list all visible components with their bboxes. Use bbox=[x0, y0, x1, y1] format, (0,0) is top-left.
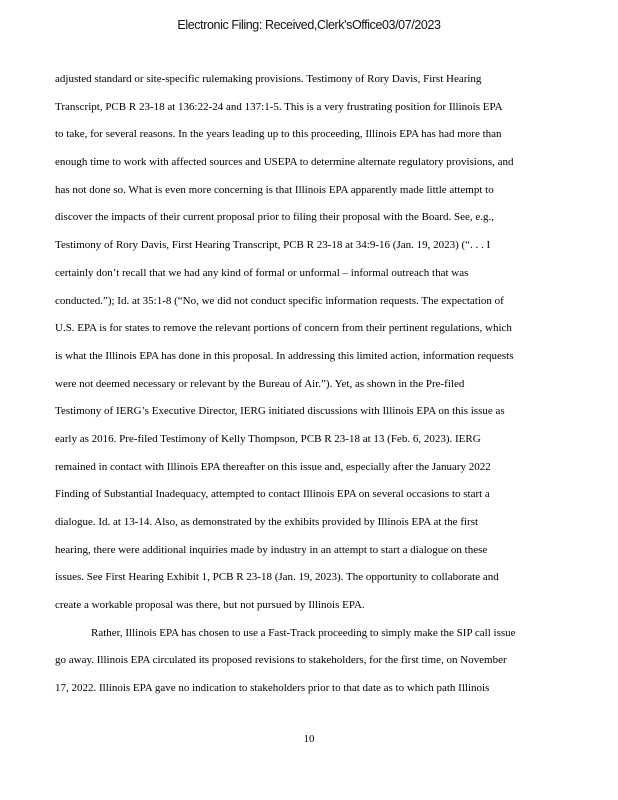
text-line: Transcript, PCB R 23-18 at 136:22-24 and 137:1-5. This is a very frustrating position for Illinois EPA bbox=[55, 100, 503, 113]
text-line: remained in contact with Illinois EPA thereafter on this issue and, especially after the January 2022 bbox=[55, 460, 491, 473]
text-line: to take, for several reasons. In the years leading up to this proceeding, Illinois EPA has had more than bbox=[55, 128, 502, 141]
text-line: early as 2016. Pre-filed Testimony of Kelly Thompson, PCB R 23-18 at 13 (Feb. 6, 2023). IERG bbox=[55, 432, 481, 445]
text-line: hearing, there were additional inquiries made by industry in an attempt to start a dialogue on these bbox=[55, 543, 488, 556]
text-line: go away. Illinois EPA circulated its proposed revisions to stakeholders, for the first time, on November bbox=[55, 654, 507, 667]
text-line: U.S. EPA is for states to remove the relevant portions of concern from their pertinent regulations, which bbox=[55, 322, 512, 335]
text-line: discover the impacts of their current proposal prior to filing their proposal with the Board. See, e.g., bbox=[55, 211, 494, 224]
text-line: certainly don’t recall that we had any kind of formal or unformal – informal outreach that was bbox=[55, 266, 469, 279]
text-line: has not done so. What is even more concerning is that Illinois EPA apparently made little attempt to bbox=[55, 183, 494, 196]
text-line: Testimony of IERG’s Executive Director, IERG initiated discussions with Illinois EPA on this issue as bbox=[55, 405, 505, 418]
text-line: enough time to work with affected sources and USEPA to determine alternate regulatory provisions, and bbox=[55, 156, 514, 169]
text-line: adjusted standard or site-specific rulemaking provisions. Testimony of Rory Davis, First Hearing bbox=[55, 73, 482, 85]
text-line: is what the Illinois EPA has done in this proposal. In addressing this limited action, information requests bbox=[55, 349, 514, 362]
text-line: issues. See First Hearing Exhibit 1, PCB R 23-18 (Jan. 19, 2023). The opportunity to collaborate and bbox=[55, 571, 499, 584]
text-line: create a workable proposal was there, but not pursued by Illinois EPA. bbox=[55, 599, 365, 612]
text-line: were not deemed necessary or relevant by the Bureau of Air.”). Yet, as shown in the Pre-filed bbox=[55, 377, 465, 390]
text-line: dialogue. Id. at 13-14. Also, as demonstrated by the exhibits provided by Illinois EPA at the first bbox=[55, 516, 479, 528]
text-line: 17, 2022. Illinois EPA gave no indication to stakeholders prior to that date as to which path Illinois bbox=[55, 682, 490, 695]
paragraph-first-line: Rather, Illinois EPA has chosen to use a Fast-Track proceeding to simply make the SIP call issue bbox=[91, 626, 516, 639]
electronic-filing-stamp: Electronic Filing: Received,Clerk'sOffice03/07/2023 bbox=[177, 18, 441, 32]
text-line: conducted.”); Id. at 35:1-8 (“No, we did not conduct specific information requests. The expectation of bbox=[55, 294, 504, 307]
page-number: 10 bbox=[303, 733, 315, 745]
text-line: Finding of Substantial Inadequacy, attempted to contact Illinois EPA on several occasions to start a bbox=[55, 488, 490, 501]
body-text bbox=[55, 66, 575, 703]
text-line: Testimony of Rory Davis, First Hearing Transcript, PCB R 23-18 at 34:9-16 (Jan. 19, 2023) (“. . . I bbox=[55, 239, 491, 252]
